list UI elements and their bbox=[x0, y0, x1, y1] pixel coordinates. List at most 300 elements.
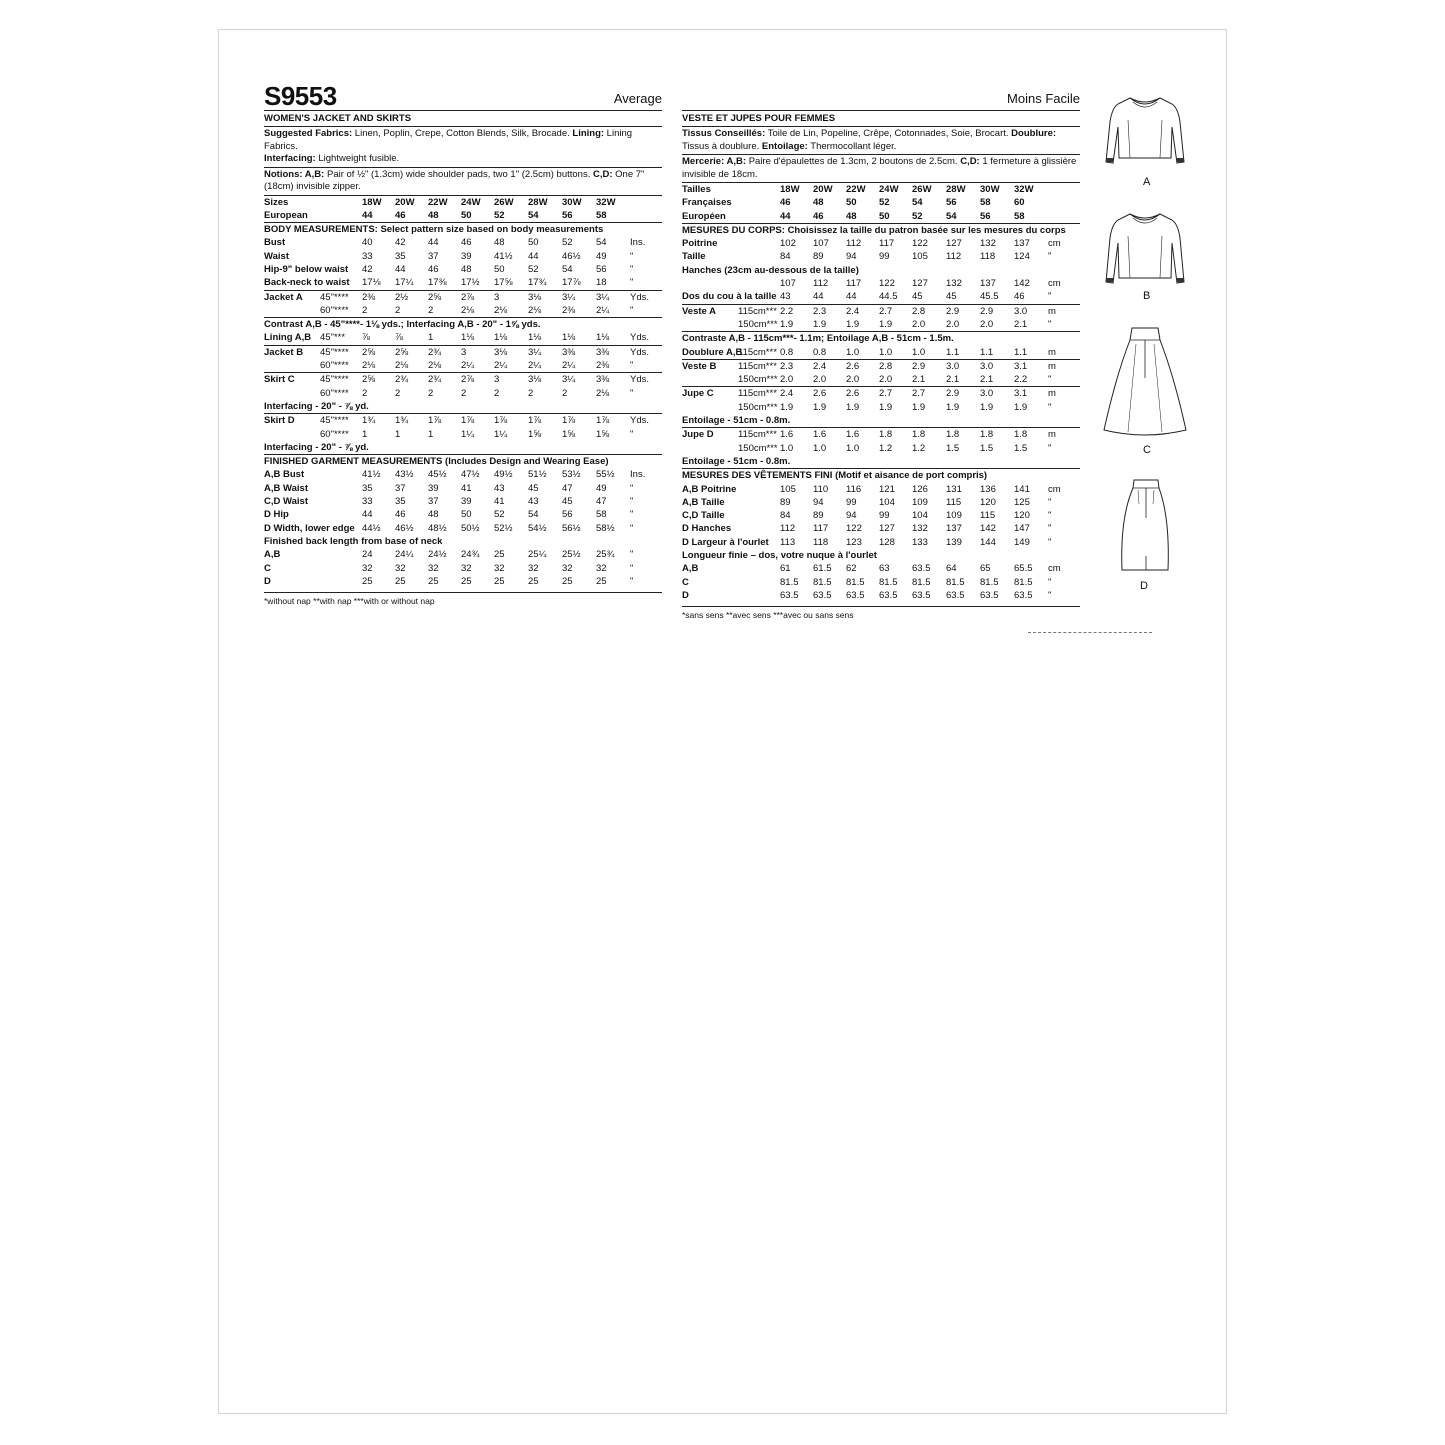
value-cell: 37 bbox=[428, 496, 439, 508]
value-cell: 1.8 bbox=[980, 428, 1014, 442]
value-cell: 1 bbox=[428, 428, 434, 440]
value-cell: 60 bbox=[1014, 197, 1025, 209]
value-cell: 25 bbox=[596, 575, 607, 587]
value-cell: 3⅜ bbox=[596, 373, 630, 387]
table-row bbox=[264, 373, 662, 387]
value-cell: 2 bbox=[528, 387, 534, 399]
value-cell: 3⅜ bbox=[596, 345, 630, 359]
view-a-label: A bbox=[1143, 176, 1151, 188]
finished-measurements-title bbox=[682, 469, 1080, 483]
value-cell: 20W bbox=[813, 184, 833, 195]
interfacing-note-text: Interfacing - 20" - ⅞ yd. bbox=[264, 441, 369, 453]
value-cell: 32W bbox=[596, 196, 616, 208]
value-cell: 25½ bbox=[562, 549, 581, 561]
fabric-width: 115cm*** bbox=[738, 387, 780, 401]
row-label: C,D Taille bbox=[682, 510, 725, 522]
unit-cell bbox=[630, 196, 662, 209]
value-cell: 2.9 bbox=[980, 304, 1014, 318]
value-cell: 112 bbox=[846, 238, 862, 250]
table-row bbox=[682, 346, 1080, 360]
value-cell: 39 bbox=[428, 482, 439, 494]
row-label: Jupe D bbox=[682, 428, 738, 442]
unit-cell: " bbox=[1048, 496, 1052, 508]
value-cell: 24W bbox=[879, 184, 899, 195]
value-cell: 32 bbox=[461, 562, 472, 574]
table-row bbox=[264, 250, 662, 263]
table-row bbox=[682, 522, 1080, 535]
value-cell: 105 bbox=[780, 483, 796, 495]
value-cell: 1.1 bbox=[1014, 346, 1028, 358]
french-header bbox=[682, 82, 1080, 111]
row-label: A,B Taille bbox=[682, 496, 725, 508]
value-cell: 46 bbox=[461, 237, 472, 249]
value-cell: 1.0 bbox=[879, 346, 893, 358]
table-row bbox=[682, 264, 1080, 277]
row-label: Skirt D bbox=[264, 414, 320, 428]
value-cell: 81.5 bbox=[780, 576, 799, 588]
table-row bbox=[264, 209, 662, 223]
table-row bbox=[264, 414, 662, 428]
unit-cell: cm bbox=[1048, 563, 1061, 575]
unit-cell: " bbox=[630, 277, 634, 289]
value-cell: 54 bbox=[528, 509, 539, 521]
value-cell: 63.5 bbox=[780, 589, 799, 601]
value-cell: 42 bbox=[395, 237, 406, 249]
row-label bbox=[682, 277, 780, 290]
row-label bbox=[682, 318, 738, 332]
value-cell: 17⅜ bbox=[428, 277, 447, 289]
value-cell: 2⅞ bbox=[461, 373, 494, 387]
value-cell bbox=[912, 264, 946, 277]
value-cell: 1⅞ bbox=[428, 414, 461, 428]
value-cell: 3 bbox=[494, 290, 528, 304]
fabrics-paragraph-fr: Tissus Conseillés: Toile de Lin, Popeline, Crêpe, Cotonnades, Soie, Brocart. Doublure: Tissus à doublure. Entoilage: Thermocollant léger. bbox=[682, 127, 1080, 155]
fabric-width: 60"**** bbox=[320, 304, 349, 316]
value-cell: 112 bbox=[780, 523, 796, 535]
unit-cell: Yds. bbox=[630, 414, 662, 428]
value-cell: 94 bbox=[846, 251, 857, 263]
value-cell: 58 bbox=[596, 509, 607, 521]
value-cell: 115 bbox=[946, 496, 962, 508]
value-cell: 112 bbox=[813, 278, 829, 290]
value-cell: 2¼ bbox=[562, 360, 576, 372]
value-cell: 2 bbox=[362, 304, 368, 316]
value-cell: 22W bbox=[846, 184, 866, 195]
value-cell: 58 bbox=[596, 209, 607, 221]
value-cell: 2⅛ bbox=[428, 360, 442, 372]
value-cell bbox=[1014, 264, 1048, 277]
value-cell: 149 bbox=[1014, 536, 1030, 548]
table-row bbox=[264, 236, 662, 249]
unit-cell: " bbox=[1048, 291, 1052, 303]
value-cell: 63.5 bbox=[946, 589, 965, 601]
value-cell: 46 bbox=[395, 209, 406, 221]
value-cell: 44 bbox=[395, 263, 406, 275]
value-cell: 2.3 bbox=[813, 304, 846, 318]
value-cell: 122 bbox=[846, 523, 862, 535]
value-cell: 147 bbox=[1014, 523, 1030, 535]
table-row bbox=[682, 576, 1080, 589]
value-cell: 122 bbox=[879, 278, 895, 290]
table-row bbox=[264, 548, 662, 561]
value-cell: 0.8 bbox=[813, 346, 827, 358]
value-cell: 2.2 bbox=[1014, 374, 1028, 386]
row-label: A,B bbox=[682, 563, 699, 575]
value-cell: 2⅜ bbox=[596, 360, 610, 372]
value-cell: 63.5 bbox=[912, 589, 931, 601]
back-length-title bbox=[264, 535, 662, 548]
row-label bbox=[264, 428, 320, 441]
value-cell: 48 bbox=[461, 263, 472, 275]
value-cell: 54 bbox=[912, 197, 923, 209]
value-cell: 48½ bbox=[428, 522, 447, 534]
value-cell: 2.9 bbox=[912, 359, 946, 373]
value-cell: 46 bbox=[780, 197, 791, 209]
jacket-b-icon bbox=[1100, 208, 1190, 288]
yardage-note-text: Contrast A,B - 45"****- 1⅛ yds.; Interfacing A,B - 20" - 1⅝ yds. bbox=[264, 318, 662, 332]
unit-cell: " bbox=[630, 304, 634, 316]
value-cell: 1.9 bbox=[780, 318, 794, 330]
row-label: Jupe C bbox=[682, 387, 738, 401]
value-cell: 3¼ bbox=[528, 345, 562, 359]
value-cell: 2¼ bbox=[461, 360, 475, 372]
row-label: C,D Waist bbox=[264, 496, 308, 508]
value-cell: 46½ bbox=[562, 250, 581, 262]
row-label: Jacket B bbox=[264, 345, 320, 359]
value-cell: 2¼ bbox=[596, 304, 610, 316]
row-label: European bbox=[264, 209, 308, 221]
value-cell: 122 bbox=[912, 238, 928, 250]
value-cell: 25 bbox=[395, 575, 406, 587]
value-cell: 25 bbox=[494, 575, 505, 587]
value-cell: 1.9 bbox=[846, 401, 860, 413]
value-cell: 32 bbox=[562, 562, 573, 574]
unit-cell: " bbox=[630, 562, 634, 574]
value-cell: 46 bbox=[395, 509, 406, 521]
row-label: D Width, lower edge bbox=[264, 522, 355, 534]
value-cell: 3 bbox=[461, 345, 494, 359]
notions-paragraph-fr: Mercerie: A,B: Paire d'épaulettes de 1.3cm, 2 boutons de 2.5cm. C,D: 1 fermeture à glissière invisible de 18cm. bbox=[682, 155, 1080, 183]
view-b-label: B bbox=[1143, 290, 1151, 302]
value-cell: 1⅝ bbox=[562, 428, 576, 440]
value-cell: 84 bbox=[780, 251, 791, 263]
value-cell: 35 bbox=[395, 496, 406, 508]
value-cell: 56 bbox=[596, 263, 607, 275]
value-cell: 1.1 bbox=[980, 346, 994, 358]
interfacing-note bbox=[682, 414, 1080, 428]
value-cell: 17½ bbox=[461, 277, 480, 289]
unit-cell: Ins. bbox=[630, 237, 646, 249]
value-cell: 52½ bbox=[494, 522, 513, 534]
value-cell: 121 bbox=[879, 483, 895, 495]
row-label: C bbox=[682, 576, 689, 588]
value-cell: 45 bbox=[912, 291, 923, 303]
value-cell: 47 bbox=[562, 482, 573, 494]
interfacing-note-text: Entoilage - 51cm - 0.8m. bbox=[682, 415, 791, 427]
value-cell: 132 bbox=[912, 523, 928, 535]
value-cell: 35 bbox=[362, 482, 373, 494]
value-cell: 33 bbox=[362, 496, 373, 508]
value-cell: 39 bbox=[461, 496, 472, 508]
interfacing-note bbox=[264, 441, 662, 455]
value-cell: 3⅛ bbox=[528, 373, 562, 387]
value-cell: 117 bbox=[846, 278, 862, 290]
value-cell: 63 bbox=[879, 563, 890, 575]
value-cell: 2⅝ bbox=[362, 345, 395, 359]
unit-cell: " bbox=[630, 482, 634, 494]
unit-cell: " bbox=[1048, 536, 1052, 548]
table-row bbox=[682, 250, 1080, 263]
value-cell: 2¾ bbox=[428, 345, 461, 359]
value-cell: 84 bbox=[780, 510, 791, 522]
value-cell: 120 bbox=[980, 496, 996, 508]
value-cell: 1⅞ bbox=[596, 414, 630, 428]
value-cell: 2.6 bbox=[813, 387, 846, 401]
value-cell: 1.6 bbox=[846, 428, 879, 442]
row-label: Françaises bbox=[682, 197, 732, 209]
unit-cell: Ins. bbox=[630, 469, 646, 481]
value-cell: 0.8 bbox=[780, 346, 794, 358]
value-cell: 1.0 bbox=[912, 346, 926, 358]
table-row bbox=[264, 290, 662, 304]
value-cell: 37 bbox=[428, 250, 439, 262]
value-cell: 63.5 bbox=[980, 589, 999, 601]
table-row bbox=[682, 277, 1080, 290]
value-cell: 48 bbox=[846, 210, 857, 222]
row-label: Poitrine bbox=[682, 238, 718, 250]
value-cell: 118 bbox=[980, 251, 996, 263]
table-row bbox=[264, 196, 662, 209]
value-cell: 1 bbox=[362, 428, 368, 440]
fabric-width: 115cm*** bbox=[738, 359, 780, 373]
value-cell: 2 bbox=[461, 387, 467, 399]
value-cell: 1.2 bbox=[879, 442, 893, 454]
value-cell: 43 bbox=[528, 496, 539, 508]
table-row bbox=[682, 359, 1080, 373]
value-cell: 2⅞ bbox=[461, 290, 494, 304]
value-cell: 32 bbox=[362, 562, 373, 574]
value-cell: 63.5 bbox=[1014, 589, 1033, 601]
value-cell: 64 bbox=[946, 563, 957, 575]
interfacing-note bbox=[682, 455, 1080, 469]
value-cell: 139 bbox=[946, 536, 962, 548]
value-cell: 49 bbox=[596, 482, 607, 494]
fabric-width: 150cm*** bbox=[738, 374, 778, 386]
value-cell: 55½ bbox=[596, 469, 615, 481]
value-cell: 35 bbox=[395, 250, 406, 262]
value-cell: 1.9 bbox=[846, 318, 860, 330]
value-cell: 3⅜ bbox=[562, 345, 596, 359]
unit-cell: " bbox=[630, 263, 634, 275]
value-cell: 50½ bbox=[461, 522, 480, 534]
table-row bbox=[682, 210, 1080, 224]
row-label: Veste B bbox=[682, 359, 738, 373]
value-cell: 2.0 bbox=[813, 374, 827, 386]
value-cell: 50 bbox=[461, 509, 472, 521]
table-row bbox=[264, 468, 662, 481]
value-cell: 46 bbox=[813, 210, 824, 222]
value-cell: 26W bbox=[912, 184, 932, 195]
value-cell: 2½ bbox=[395, 290, 428, 304]
cut-line bbox=[1028, 632, 1152, 636]
unit-cell: " bbox=[630, 360, 634, 372]
unit-cell bbox=[1048, 264, 1080, 277]
value-cell: 33 bbox=[362, 250, 373, 262]
value-cell: 2¼ bbox=[528, 360, 542, 372]
table-row bbox=[264, 304, 662, 318]
interfacing-note-text: Entoilage - 51cm - 0.8m. bbox=[682, 455, 791, 467]
value-cell: 116 bbox=[846, 483, 862, 495]
value-cell: 30W bbox=[980, 184, 1000, 195]
table-row bbox=[264, 508, 662, 521]
value-cell: 120 bbox=[1014, 510, 1030, 522]
jacket-a-icon bbox=[1100, 92, 1190, 172]
value-cell: 107 bbox=[780, 278, 796, 290]
unit-cell bbox=[1048, 183, 1080, 196]
value-cell: 25¾ bbox=[596, 549, 615, 561]
value-cell: 58 bbox=[1014, 210, 1025, 222]
unit-cell: Yds. bbox=[630, 332, 650, 344]
value-cell: 44 bbox=[362, 209, 373, 221]
value-cell: 63.5 bbox=[813, 589, 832, 601]
row-label: Lining A,B bbox=[264, 332, 312, 344]
value-cell: 1.0 bbox=[813, 442, 827, 454]
table-row bbox=[682, 196, 1080, 209]
value-cell: 2.8 bbox=[879, 359, 912, 373]
value-cell: 1⅝ bbox=[596, 428, 610, 440]
value-cell: 2⅝ bbox=[428, 290, 461, 304]
value-cell: 1⅞ bbox=[461, 414, 494, 428]
value-cell: 28W bbox=[528, 196, 548, 208]
value-cell: 127 bbox=[946, 238, 962, 250]
unit-cell: " bbox=[1048, 401, 1052, 413]
value-cell: 117 bbox=[813, 523, 829, 535]
value-cell: 1.8 bbox=[1014, 428, 1048, 442]
pencil-skirt-icon bbox=[1112, 478, 1178, 576]
value-cell: 2 bbox=[395, 387, 401, 399]
value-cell: 2⅜ bbox=[362, 290, 395, 304]
value-cell: 2⅝ bbox=[395, 345, 428, 359]
value-cell: 81.5 bbox=[912, 576, 931, 588]
value-cell: 3¼ bbox=[562, 290, 596, 304]
value-cell: 123 bbox=[846, 536, 862, 548]
value-cell: 125 bbox=[1014, 496, 1030, 508]
value-cell: 25¼ bbox=[528, 549, 547, 561]
value-cell: 81.5 bbox=[1014, 576, 1033, 588]
row-label: Back-neck to waist bbox=[264, 277, 350, 289]
body-measurements-title bbox=[264, 223, 662, 237]
table-row bbox=[682, 237, 1080, 250]
value-cell: 1⅞ bbox=[528, 414, 562, 428]
unit-cell: m bbox=[1048, 387, 1080, 401]
value-cell: 1.9 bbox=[780, 401, 794, 413]
value-cell: 54 bbox=[596, 237, 607, 249]
value-cell: 2⅛ bbox=[528, 304, 542, 316]
value-cell: 44.5 bbox=[879, 291, 898, 303]
value-cell: 94 bbox=[813, 496, 824, 508]
value-cell: 2¾ bbox=[395, 373, 428, 387]
fabrics-paragraph: Suggested Fabrics: Linen, Poplin, Crepe, Cotton Blends, Silk, Brocade. Lining: Lining Fabrics. Interfacing: Lightweight fusible. bbox=[264, 127, 662, 168]
value-cell: 1.5 bbox=[980, 442, 994, 454]
value-cell: 1.0 bbox=[846, 346, 860, 358]
value-cell: 32 bbox=[528, 562, 539, 574]
value-cell: 109 bbox=[946, 510, 962, 522]
value-cell: 45.5 bbox=[980, 291, 999, 303]
value-cell: 3⅛ bbox=[494, 345, 528, 359]
value-cell: 24½ bbox=[428, 549, 447, 561]
value-cell: 131 bbox=[946, 483, 962, 495]
value-cell: 50 bbox=[879, 210, 890, 222]
value-cell: 44½ bbox=[362, 522, 381, 534]
value-cell: 1.9 bbox=[813, 401, 827, 413]
value-cell: 2⅛ bbox=[395, 360, 409, 372]
value-cell: 25 bbox=[528, 575, 539, 587]
body-measurements-title bbox=[682, 223, 1080, 237]
value-cell: 26W bbox=[494, 196, 514, 208]
unit-cell: " bbox=[1048, 523, 1052, 535]
row-label: D Hanches bbox=[682, 523, 732, 535]
value-cell: 2.0 bbox=[980, 318, 994, 330]
value-cell: 109 bbox=[912, 496, 928, 508]
value-cell: 52 bbox=[562, 237, 573, 249]
value-cell: 2 bbox=[562, 387, 568, 399]
value-cell: 43½ bbox=[395, 469, 414, 481]
value-cell: 81.5 bbox=[946, 576, 965, 588]
value-cell: 1.9 bbox=[980, 401, 994, 413]
value-cell: 50 bbox=[494, 263, 505, 275]
value-cell: 1 bbox=[428, 332, 434, 344]
table-row bbox=[264, 482, 662, 495]
table-row bbox=[682, 304, 1080, 318]
value-cell: 1⅛ bbox=[596, 332, 610, 344]
value-cell: 1.8 bbox=[912, 428, 946, 442]
unit-cell: cm bbox=[1048, 483, 1061, 495]
value-cell bbox=[980, 264, 1014, 277]
interfacing-note bbox=[264, 400, 662, 414]
value-cell: 48 bbox=[428, 209, 439, 221]
row-label bbox=[264, 304, 320, 318]
value-cell: 81.5 bbox=[846, 576, 865, 588]
value-cell: 2.9 bbox=[946, 304, 980, 318]
row-label: Doublure A,B bbox=[682, 346, 743, 358]
finished-measurements-title-text: MESURES DES VÊTEMENTS FINI (Motif et aisance de port compris) bbox=[682, 469, 1080, 483]
value-cell: 20W bbox=[395, 196, 415, 208]
value-cell: 142 bbox=[980, 523, 996, 535]
value-cell: 25 bbox=[562, 575, 573, 587]
row-label: Hanches (23cm au-dessous de la taille) bbox=[682, 264, 859, 276]
value-cell: 17¼ bbox=[395, 277, 414, 289]
value-cell: 2.0 bbox=[946, 318, 960, 330]
table-row bbox=[682, 442, 1080, 455]
view-d-label: D bbox=[1140, 580, 1148, 592]
value-cell: 2.7 bbox=[879, 304, 912, 318]
value-cell: 1.1 bbox=[946, 346, 960, 358]
unit-cell: " bbox=[630, 387, 634, 399]
table-row bbox=[264, 263, 662, 276]
value-cell: 44 bbox=[362, 509, 373, 521]
row-label: D Largeur à l'ourlet bbox=[682, 536, 769, 548]
value-cell: 144 bbox=[980, 536, 996, 548]
nap-footnote: *without nap **with nap ***with or without nap bbox=[264, 592, 662, 607]
unit-cell: " bbox=[630, 428, 634, 440]
value-cell: 24 bbox=[362, 549, 373, 561]
value-cell: 56½ bbox=[562, 522, 581, 534]
table-row bbox=[264, 331, 662, 345]
value-cell: 42 bbox=[362, 263, 373, 275]
fabric-width: 45"**** bbox=[320, 414, 362, 428]
value-cell: 22W bbox=[428, 196, 448, 208]
value-cell: 2.7 bbox=[879, 387, 912, 401]
